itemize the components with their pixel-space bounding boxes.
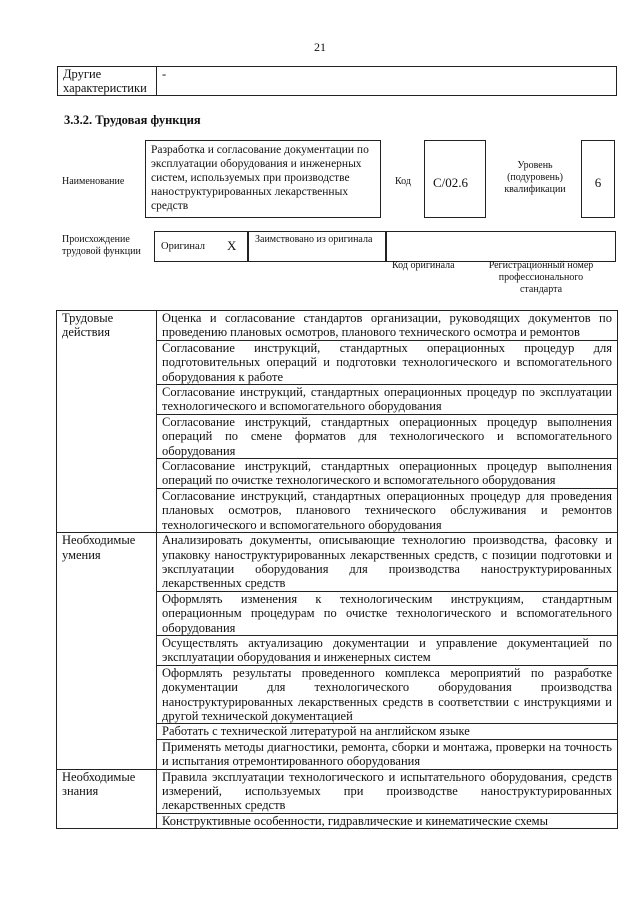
table-cell: Согласование инструкций, стандартных операционных процедур по эксплуатации технологического и вспомогательного оборудования [157,385,618,415]
table-cell: Применять методы диагностики, ремонта, сборки и монтажа, проверки на точность и испытания отремонтированного оборудования [157,739,618,769]
origin-label: Происхождение трудовой функции [62,234,141,257]
table-cell: Анализировать документы, описывающие технологию производства, фасовку и упаковку наноструктурированных лекарственных средств, с позиции подготовки и эксплуатации оборудования для производства наноструктурированных лекарственных средств [157,533,618,592]
other-characteristics-value: - [157,67,617,96]
table-cell: Правила эксплуатации технологического и испытательного оборудования, средств измерений, используемых при производстве наноструктурированных лекарственных средств [157,769,618,813]
table-cell: Согласование инструкций, стандартных операционных процедур для подготовительных операций и подготовки технологического и вспомогательного оборудования к работе [157,340,618,384]
qualification-level: 6 [581,140,615,218]
table-cell: Согласование инструкций, стандартных операционных процедур выполнения операций по очистке технологического и вспомогательного оборудования [157,459,618,489]
code-original-label: Код оригинала [392,260,455,271]
table-row [57,533,618,592]
section-header: Необходимые знания [57,769,157,829]
competency-table [56,310,618,829]
function-name: Разработка и согласование документации по эксплуатации оборудования и инженерных систем, используемых при производстве наноструктурированных лекарственных средств [145,140,381,218]
table-row [57,311,618,341]
other-characteristics-label: Другие характеристики [58,67,157,96]
table-cell: Согласование инструкций, стандартных операционных процедур для проведения плановых осмотров, планового технического обслуживания и ремонтов технологического и вспомогательного оборудования [157,488,618,532]
table-cell: Работать с технической литературой на английском языке [157,724,618,739]
original-mark: X [227,238,237,253]
section-header: Необходимые умения [57,533,157,770]
section-title: 3.3.2. Трудовая функция [64,113,201,127]
section-header: Трудовые действия [57,311,157,533]
page-number: 21 [314,40,326,54]
table-cell: Оформлять результаты проведенного комплекса мероприятий по разработке документации для технологического оборудования производства наноструктурированных лекарственных средств в соответствии с инструкциями и другой технической документацией [157,665,618,724]
code-label: Код [395,176,411,187]
other-characteristics-table [57,66,617,96]
table-cell: Конструктивные особенности, гидравлические и кинематические схемы [157,813,618,828]
name-label: Наименование [62,176,125,187]
borrowed-label: Заимствовано из оригинала [248,231,386,262]
table-cell: Оформлять изменения к технологическим инструкциям, стандартным операционным процедурам по очистке технологического и вспомогательного оборудования [157,591,618,635]
code-original-cell [386,231,616,262]
table-cell: Согласование инструкций, стандартных операционных процедур выполнения операций по смене форматов для технологического и вспомогательного оборудования [157,414,618,458]
table-cell: Оценка и согласование стандартов организации, руководящих документов по проведению плановых осмотров, планового технического осмотра и ремонтов [157,311,618,341]
original-cell [154,231,248,262]
table-row [57,769,618,813]
original-label: Оригинал [161,241,205,252]
table-cell: Осуществлять актуализацию документации и управление документацией по эксплуатации оборудования и инженерных систем [157,635,618,665]
level-label: Уровень (подуровень) квалификации [504,160,566,195]
function-code: С/02.6 [424,140,486,218]
reg-number-label: Регистрационный номер профессионального стандарта [488,260,594,295]
